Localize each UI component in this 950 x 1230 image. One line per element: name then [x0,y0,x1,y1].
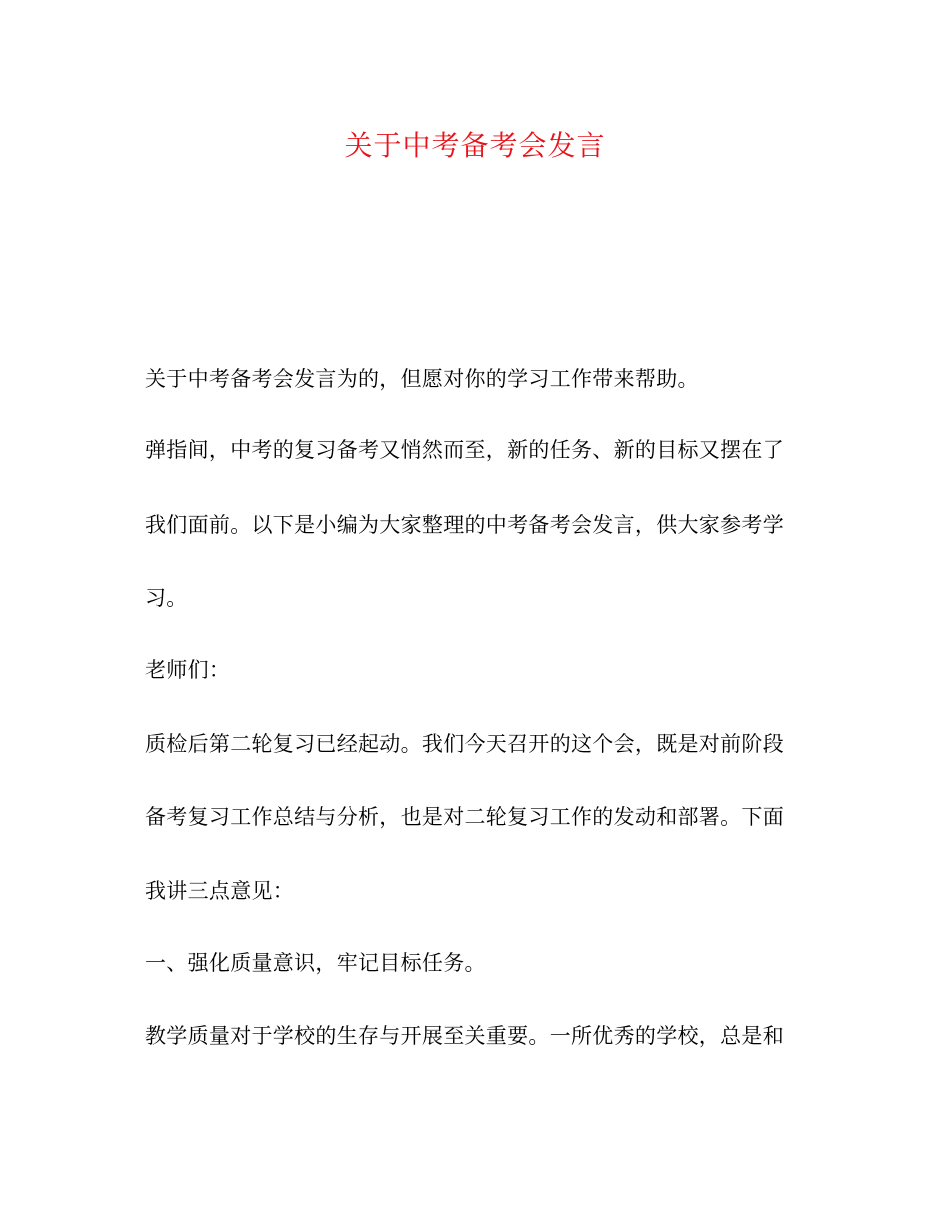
paragraph-line: 关于中考备考会发言为的，但愿对你的学习工作带来帮助。 [145,367,699,391]
paragraph-line: 我讲三点意见： [145,879,295,903]
paragraph-line: 习。 [145,586,188,610]
paragraph-line: 质检后第二轮复习已经起动。我们今天召开的这个会，既是对前阶段 [145,732,784,756]
paragraph-line: 一、强化质量意识，牢记目标任务。 [145,951,486,975]
paragraph-line: 教学质量对于学校的生存与开展至关重要。一所优秀的学校，总是和 [145,1024,784,1048]
paragraph-line: 弹指间，中考的复习备考又悄然而至，新的任务、新的目标又摆在了 [145,438,784,462]
document-title: 关于中考备考会发言 [344,129,606,162]
paragraph-line: 备考复习工作总结与分析，也是对二轮复习工作的发动和部署。下面 [145,805,784,829]
paragraph-line: 老师们： [145,658,231,682]
paragraph-line: 我们面前。以下是小编为大家整理的中考备考会发言，供大家参考学 [145,513,784,537]
